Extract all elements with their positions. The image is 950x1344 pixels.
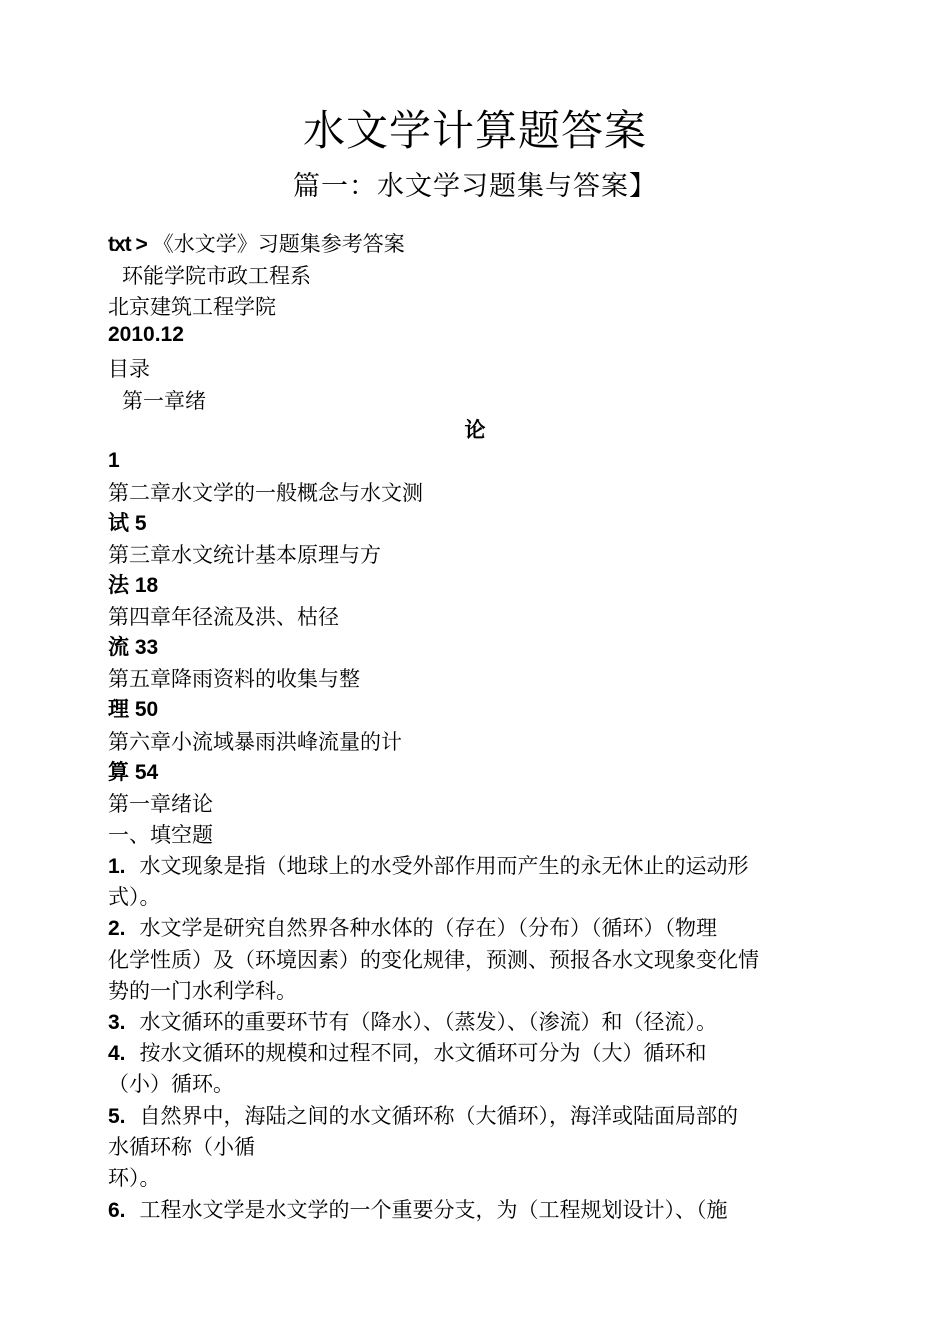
toc-ch5-page: 理 50 [108, 698, 159, 721]
toc-ch4-page: 流 33 [108, 636, 159, 659]
question-number: 2. [108, 917, 126, 940]
toc-ch1: 第一章绪 [122, 389, 206, 413]
document-title: 水文学计算题答案 [302, 106, 647, 155]
toc-ch4: 第四章年径流及洪、枯径 [108, 605, 339, 629]
question-2-cont2: 势的一门水利学科。 [108, 979, 297, 1003]
question-text: 工程水文学是水文学的一个重要分支，为（工程规划设计）、（施 [139, 1198, 728, 1222]
question-number: 1. [108, 855, 126, 878]
question-2-cont: 化学性质）及（环境因素）的变化规律，预测、预报各水文现象变化情 [108, 948, 759, 972]
section-heading: 一、填空题 [108, 823, 213, 847]
toc-heading: 目录 [108, 357, 150, 381]
document-subtitle: 篇一：水文学习题集与答案】 [293, 171, 657, 202]
question-5-cont2: 环）。 [108, 1166, 161, 1190]
chapter1-heading: 第一章绪论 [108, 792, 213, 816]
question-3 [108, 1007, 848, 1038]
toc-ch6-page: 算 54 [108, 761, 159, 784]
question-4 [108, 1038, 848, 1069]
toc-ch3-page: 法 18 [108, 574, 159, 597]
date: 2010.12 [108, 323, 184, 346]
question-text: 按水文循环的规模和过程不同，水文循环可分为（大）循环和 [139, 1041, 707, 1065]
toc-ch1-page: 1 [108, 449, 120, 472]
question-number: 4. [108, 1042, 126, 1065]
question-text: 水文循环的重要环节有（降水）、（蒸发）、（渗流）和（径流）。 [139, 1010, 718, 1034]
book-title: 《水文学》习题集参考答案 [152, 232, 405, 256]
toc-ch5: 第五章降雨资料的收集与整 [108, 667, 360, 691]
header-line [108, 229, 848, 260]
question-number: 5. [108, 1105, 126, 1128]
toc-ch3: 第三章水文统计基本原理与方 [108, 543, 381, 567]
toc-ch2-page: 试 5 [108, 512, 147, 535]
department: 环能学院市政工程系 [122, 264, 311, 288]
question-number: 3. [108, 1011, 126, 1034]
question-text: 自然界中，海陆之间的水文循环称（大循环），海洋或陆面局部的 [139, 1104, 739, 1128]
question-5-cont: 水循环称（小循 [108, 1135, 255, 1159]
school: 北京建筑工程学院 [108, 295, 276, 319]
question-5 [108, 1101, 848, 1132]
question-2 [108, 913, 848, 944]
question-text: 水文现象是指（地球上的水受外部作用而产生的永无休止的运动形 [139, 854, 749, 878]
question-6 [108, 1195, 848, 1226]
toc-ch2: 第二章水文学的一般概念与水文测 [108, 481, 423, 505]
question-4-cont: （小）循环。 [108, 1072, 234, 1096]
question-1-cont: 式）。 [108, 885, 161, 909]
question-1 [108, 851, 848, 882]
txt-prefix: txt > [108, 233, 147, 256]
toc-ch6: 第六章小流域暴雨洪峰流量的计 [108, 730, 402, 754]
question-number: 6. [108, 1199, 126, 1222]
toc-ch1-tail: 论 [464, 419, 486, 442]
question-text: 水文学是研究自然界各种水体的（存在）（分布）（循环）（物理 [139, 916, 718, 940]
